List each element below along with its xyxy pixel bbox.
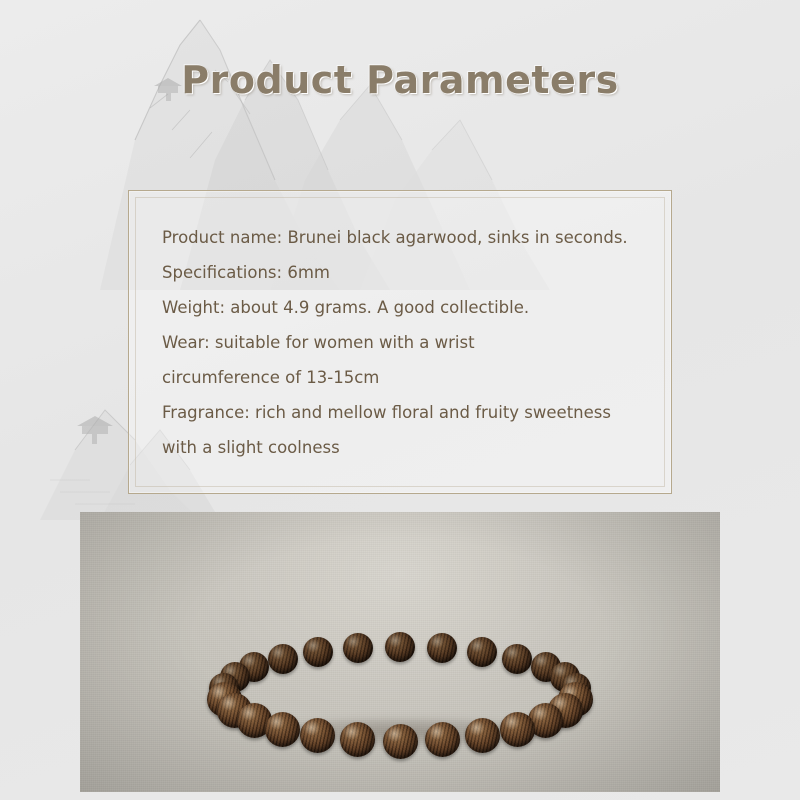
parameter-line: circumference of 13-15cm <box>162 368 380 387</box>
product-photo <box>80 512 720 792</box>
photo-vignette <box>80 512 720 792</box>
parameters-panel-inner <box>135 197 665 487</box>
parameter-line: Specifications: 6mm <box>162 263 330 282</box>
page-title: Product Parameters <box>181 58 619 102</box>
parameter-line: Fragrance: rich and mellow floral and fruity sweetness <box>162 403 611 422</box>
parameter-line: Product name: Brunei black agarwood, sinks in seconds. <box>162 228 628 247</box>
parameter-line: Weight: about 4.9 grams. A good collectible. <box>162 298 530 317</box>
parameter-line: with a slight coolness <box>162 438 340 457</box>
parameters-panel <box>128 190 672 494</box>
parameter-line: Wear: suitable for women with a wrist <box>162 333 475 352</box>
